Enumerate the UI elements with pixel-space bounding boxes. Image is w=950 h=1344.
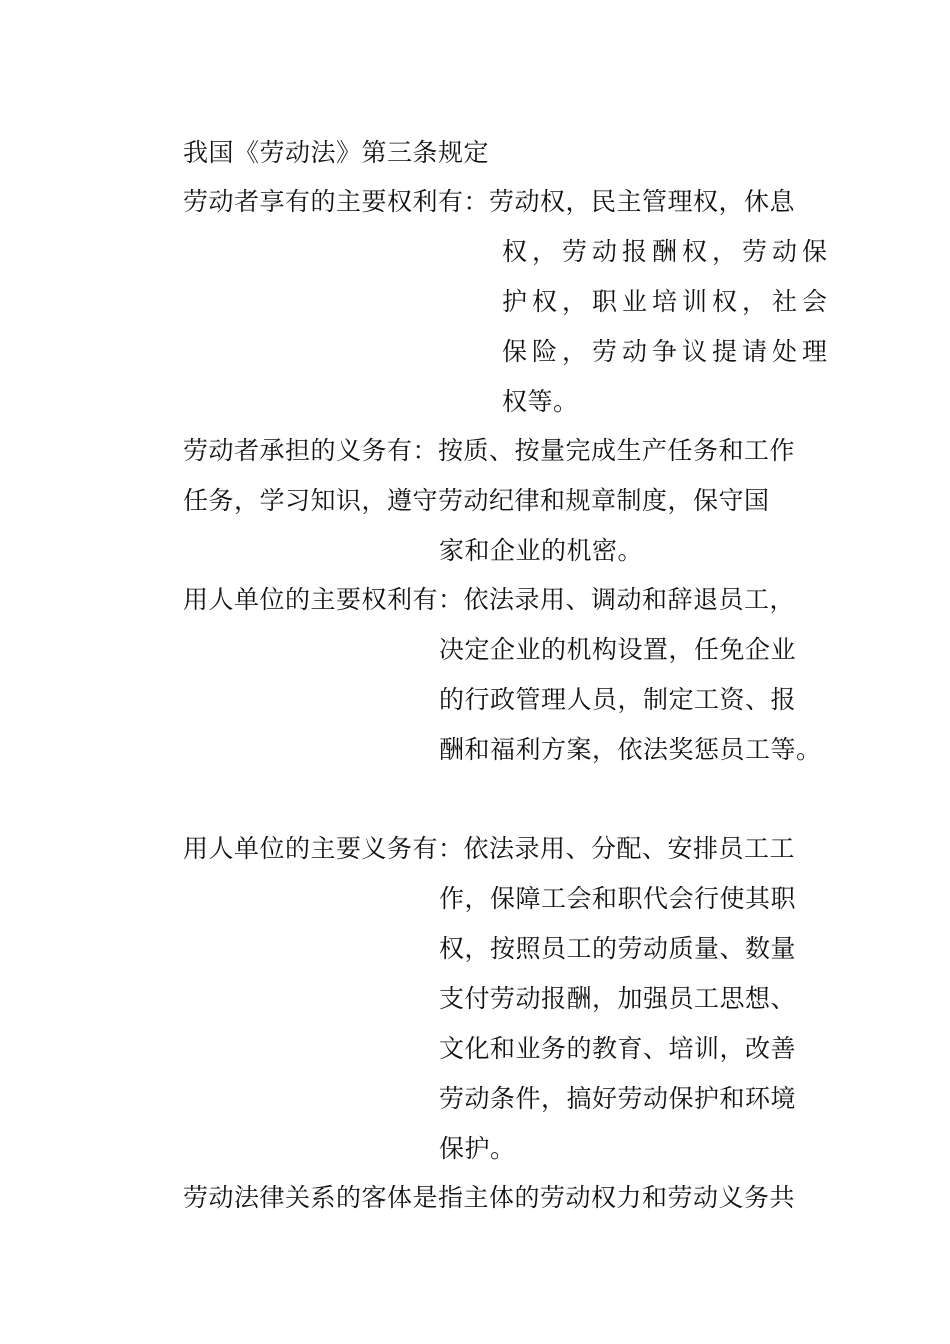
employer-rights-line-4: 酬和福利方案，依法奖惩员工等。 [439,735,822,764]
employer-duties-line-3: 权，按照员工的劳动质量、数量 [439,934,797,963]
worker-rights-line-3: 护权，职业培训权，社会 [502,287,833,316]
worker-rights-line-1: 劳动者享有的主要权利有：劳动权，民主管理权，休息 [183,187,796,216]
employer-duties-line-7: 保护。 [439,1134,516,1163]
worker-duties-line-1: 劳动者承担的义务有：按质、按量完成生产任务和工作 [183,436,796,465]
worker-duties-line-3: 家和企业的机密。 [439,536,644,565]
worker-rights-line-4: 保险，劳动争议提请处理 [502,337,833,366]
employer-duties-line-4: 支付劳动报酬，加强员工思想、 [439,984,797,1013]
employer-duties-line-6: 劳动条件，搞好劳动保护和环境 [439,1084,797,1113]
employer-rights-line-2: 决定企业的机构设置，任免企业 [439,635,797,664]
employer-rights-line-3: 的行政管理人员，制定工资、报 [439,685,797,714]
employer-duties-line-1: 用人单位的主要义务有：依法录用、分配、安排员工工 [183,834,796,863]
worker-rights-line-2: 权，劳动报酬权，劳动保 [502,237,833,266]
document-title: 我国《劳动法》第三条规定 [183,138,490,167]
legal-object-line-1: 劳动法律关系的客体是指主体的劳动权力和劳动义务共 [183,1183,796,1212]
worker-rights-line-5: 权等。 [502,387,579,416]
employer-rights-line-1: 用人单位的主要权利有：依法录用、调动和辞退员工， [183,585,796,614]
employer-duties-line-5: 文化和业务的教育、培训，改善 [439,1034,797,1063]
worker-duties-line-2: 任务，学习知识，遵守劳动纪律和规章制度，保守国 [183,486,770,515]
employer-duties-line-2: 作，保障工会和职代会行使其职 [439,884,797,913]
